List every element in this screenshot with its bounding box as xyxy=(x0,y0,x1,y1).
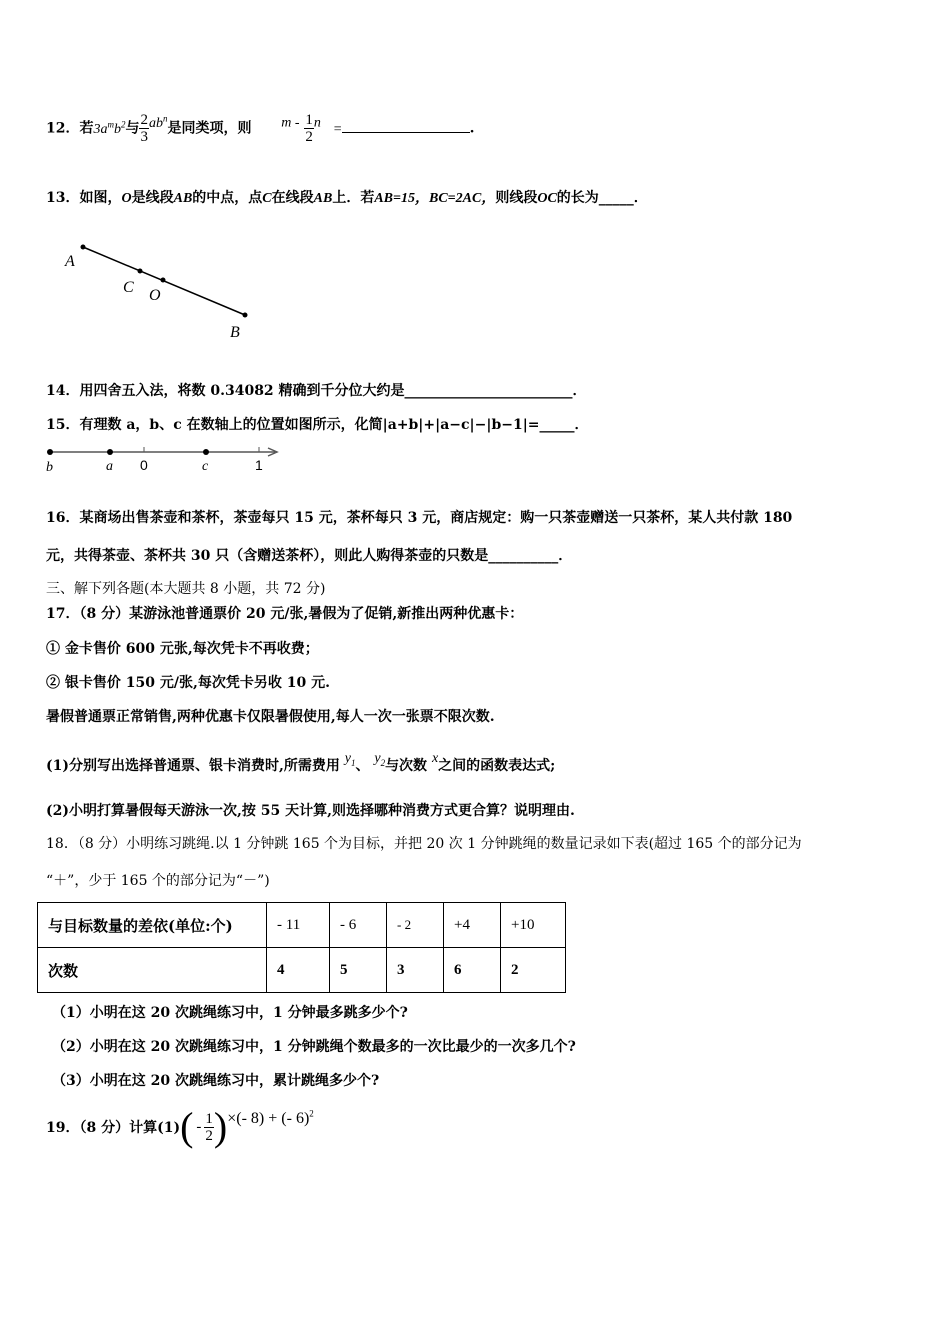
table-cell: - 11 xyxy=(267,903,330,948)
question-17-part1 xyxy=(46,751,555,775)
q13-t5: 上．若 xyxy=(332,190,375,206)
label-A: A xyxy=(65,253,75,270)
right-paren: ) xyxy=(213,1104,228,1149)
question-19 xyxy=(46,1104,314,1149)
q12-fraction2: $\frac{1}{2}$ xyxy=(305,112,313,145)
table-cell: 2 xyxy=(501,948,566,993)
question-14: 14．用四舍五入法，将数 0.34082 精确到千分位大约是________________________． xyxy=(46,383,587,399)
question-13 xyxy=(46,187,648,207)
table-cell: - 6 xyxy=(330,903,387,948)
table-row xyxy=(38,903,566,948)
segment-figure xyxy=(55,235,265,345)
point-c xyxy=(203,449,209,455)
q17-y2: $y_2$ xyxy=(374,751,386,768)
q13-t7: 的长为_____． xyxy=(556,190,648,206)
q12-m: m - xyxy=(281,115,300,131)
q12-blank xyxy=(342,132,470,133)
question-15: 15．有理数 a，b、c 在数轴上的位置如图所示，化简|a+b|+|a−c|−|b−1|=_____． xyxy=(46,417,589,433)
question-17-line3: ② 银卡售价 150 元/张,每次凭卡另收 10 元. xyxy=(46,675,330,691)
q19-rest: ×(- 8) + (- 6)$^2$ xyxy=(227,1108,314,1127)
table-cell: 6 xyxy=(444,948,501,993)
q12-number: 12．若 xyxy=(46,120,94,137)
question-18-sub1: （1）小明在这 20 次跳绳练习中，1 分钟最多跳多少个? xyxy=(52,1005,408,1021)
q13-AB: AB xyxy=(173,191,193,206)
q17-y1: $y_1$ xyxy=(344,751,356,768)
point-O xyxy=(161,278,166,283)
q17-part1-b: 与次数 xyxy=(385,758,428,774)
q19-minus: - xyxy=(196,1118,202,1135)
label-B: B xyxy=(230,324,240,341)
q13-t2: 是线段 xyxy=(131,190,174,206)
label-zero: 0 xyxy=(140,457,148,473)
label-C: C xyxy=(123,279,134,296)
q13-BC: BC=2AC， xyxy=(428,191,496,206)
q13-t1: 13．如图， xyxy=(46,190,122,206)
q12-conj: 与 xyxy=(125,120,140,137)
table-header-count: 次数 xyxy=(38,948,267,993)
question-12 xyxy=(46,112,475,145)
q12-fraction: $\frac{2}{3}$ xyxy=(140,112,148,145)
point-a xyxy=(107,449,113,455)
label-b: b xyxy=(46,460,53,475)
label-one: 1 xyxy=(255,457,263,473)
q19-fraction: $\frac{1}{2}$ xyxy=(205,1110,213,1144)
q13-t3: 的中点，点 xyxy=(192,190,263,206)
table-cell: 5 xyxy=(330,948,387,993)
number-line xyxy=(40,441,290,475)
q13-AB2: AB xyxy=(313,191,333,206)
q12-eq: = xyxy=(333,121,342,137)
point-b xyxy=(47,449,53,455)
table-cell: 4 xyxy=(267,948,330,993)
q12-n: n xyxy=(313,115,321,131)
q13-t4: 在线段 xyxy=(271,190,314,206)
question-18-line2: “＋”，少于 165 个的部分记为“－”) xyxy=(46,873,270,889)
q12-end: . xyxy=(469,120,475,137)
q13-C: C xyxy=(262,191,272,206)
table-cell: +10 xyxy=(501,903,566,948)
question-16-line2: 元，共得茶壶、茶杯共 30 只（含赠送茶杯），则此人购得茶壶的只数是__________． xyxy=(46,548,573,564)
q12-expr1: $3a^mb^2$ xyxy=(93,118,126,137)
q13-AB15: AB=15， xyxy=(374,191,429,206)
jump-rope-table xyxy=(37,902,566,993)
question-18-line1: 18．（8 分）小明练习跳绳.以 1 分钟跳 165 个为目标，并把 20 次 1 分钟跳绳的数量记录如下表(超过 165 个的部分记为 xyxy=(46,836,802,852)
table-cell: 3 xyxy=(387,948,444,993)
point-C xyxy=(138,269,143,274)
q12-mid: 是同类项，则 xyxy=(167,120,252,137)
point-A xyxy=(81,245,86,250)
question-18-sub3: （3）小明在这 20 次跳绳练习中，累计跳绳多少个? xyxy=(52,1073,380,1089)
table-cell: +4 xyxy=(444,903,501,948)
question-16-line1: 16．某商场出售茶壶和茶杯，茶壶每只 15 元，茶杯每只 3 元，商店规定：购一只茶壶赠送一只茶杯，某人共付款 180 xyxy=(46,510,793,526)
label-a: a xyxy=(106,459,113,474)
q17-part1-c: 之间的函数表达式; xyxy=(438,758,556,774)
question-17-part2: (2)小明打算暑假每天游泳一次,按 55 天计算,则选择哪种消费方式更合算？说明理由. xyxy=(46,803,575,819)
q13-O: O xyxy=(121,191,132,206)
q17-x: x xyxy=(431,751,439,766)
table-header-diff: 与目标数量的差依(单位:个) xyxy=(38,903,267,948)
section-3-heading: 三、解下列各题(本大题共 8 小题，共 72 分) xyxy=(46,581,326,597)
q17-part1-a: (1)分别写出选择普通票、银卡消费时,所需费用 xyxy=(46,758,340,774)
question-17-line2: ① 金卡售价 600 元张,每次凭卡不再收费； xyxy=(46,641,319,657)
label-c: c xyxy=(202,459,209,474)
left-paren: ( xyxy=(180,1104,194,1149)
q19-lead: 19．（8 分）计算(1) xyxy=(46,1120,181,1136)
q12-expr2: $ab^n$ xyxy=(148,112,168,131)
label-O: O xyxy=(149,287,161,304)
question-18-sub2: （2）小明在这 20 次跳绳练习中，1 分钟跳绳个数最多的一次比最少的一次多几个? xyxy=(52,1039,576,1055)
q17-sep: 、 xyxy=(355,758,370,774)
table-row xyxy=(38,948,566,993)
question-17-line4: 暑假普通票正常销售,两种优惠卡仅限暑假使用,每人一次一张票不限次数. xyxy=(46,709,495,725)
question-17-line1: 17．（8 分）某游泳池普通票价 20 元/张,暑假为了促销,新推出两种优惠卡： xyxy=(46,606,524,622)
q13-t6: 则线段 xyxy=(495,190,538,206)
q13-OC: OC xyxy=(537,191,557,206)
point-B xyxy=(243,313,248,318)
table-cell: - 2 xyxy=(387,903,444,948)
